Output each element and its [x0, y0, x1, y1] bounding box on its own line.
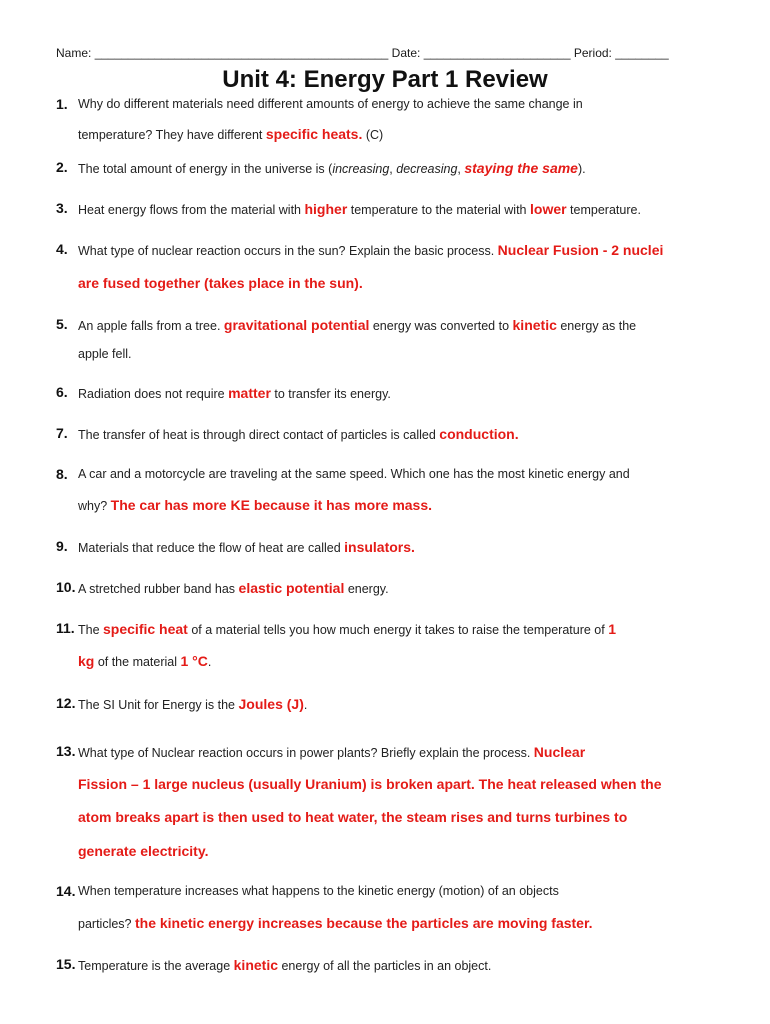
text: energy as the — [556, 319, 637, 333]
answer: generate electricity. — [78, 843, 209, 859]
question-number: 1. — [56, 96, 68, 112]
answer: specific heat — [103, 621, 188, 637]
text: particles? — [78, 917, 135, 931]
text: to transfer its energy. — [270, 387, 391, 401]
question-text — [78, 539, 415, 555]
answer: matter — [228, 385, 271, 401]
text: What type of nuclear reaction occurs in the sun? Explain the basic process. — [78, 244, 498, 258]
text: energy was converted to — [369, 319, 513, 333]
text: ). — [577, 162, 586, 176]
text: temperature. — [566, 203, 641, 217]
answer: lower — [530, 201, 567, 217]
option: increasing — [332, 162, 390, 176]
question-text — [78, 242, 663, 258]
text: why? — [78, 499, 111, 513]
question-text — [78, 915, 593, 931]
question-number: 8. — [56, 466, 68, 482]
text: Materials that reduce the flow of heat are called — [78, 541, 345, 555]
question-text — [78, 426, 519, 442]
page-title: Unit 4: Energy Part 1 Review — [222, 66, 548, 93]
text: , — [457, 162, 465, 176]
question-number: 13. — [56, 743, 76, 759]
text: The — [78, 623, 104, 637]
text: A stretched rubber band has — [78, 582, 239, 596]
question-number: 2. — [56, 159, 68, 175]
text: Temperature is the average — [78, 959, 234, 973]
text: Radiation does not require — [78, 387, 229, 401]
question-number: 12. — [56, 695, 76, 711]
answer: kg — [78, 653, 95, 669]
header-fields — [56, 46, 726, 60]
question-text — [78, 884, 559, 898]
question-text — [78, 653, 211, 669]
text: A car and a motorcycle are traveling at the same speed. Which one has the most kinetic energy and — [78, 467, 630, 481]
answer: Fission – 1 large nucleus (usually Uranium) is broken apart. The heat released when the — [78, 776, 662, 792]
name-label: Name: — [56, 46, 95, 60]
answer-line — [78, 809, 627, 825]
text: Heat energy flows from the material with — [78, 203, 305, 217]
answer: specific heats. — [265, 126, 363, 142]
question-number: 11. — [56, 620, 75, 636]
answer-line — [78, 776, 662, 792]
answer: are fused together (takes place in the sun). — [78, 275, 363, 291]
text: The total amount of energy in the universe is ( — [78, 162, 333, 176]
question-text — [78, 201, 641, 217]
answer: staying the same — [464, 160, 578, 176]
answer: kinetic — [512, 317, 557, 333]
question-number: 7. — [56, 425, 68, 441]
text: apple fell. — [78, 347, 132, 361]
answer: conduction. — [439, 426, 519, 442]
question-number: 14. — [56, 883, 76, 899]
text: (C) — [362, 128, 384, 142]
text: of the material — [94, 655, 181, 669]
question-number: 9. — [56, 538, 68, 554]
question-text — [78, 957, 491, 973]
answer: atom breaks apart is then used to heat water, the steam rises and turns turbines to — [78, 809, 628, 825]
period-blank: ________ — [615, 46, 669, 60]
text: temperature? They have different — [78, 128, 266, 142]
text: energy of all the particles in an object. — [278, 959, 492, 973]
text: An apple falls from a tree. — [78, 319, 224, 333]
question-number: 5. — [56, 316, 68, 332]
text: What type of Nuclear reaction occurs in power plants? Briefly explain the process. — [78, 746, 534, 760]
answer: 1 °C — [180, 653, 208, 669]
text: Why do different materials need different amounts of energy to achieve the same change in — [78, 97, 583, 111]
answer: the kinetic energy increases because the particles are moving faster. — [134, 915, 593, 931]
date-label: Date: — [388, 46, 424, 60]
text: energy. — [344, 582, 389, 596]
answer: Nuclear — [533, 744, 586, 760]
name-blank: ____________________________________________ — [94, 46, 389, 60]
answer: Nuclear Fusion - 2 nuclei — [497, 242, 664, 258]
question-number: 15. — [56, 956, 76, 972]
answer: kinetic — [233, 957, 278, 973]
text: temperature to the material with — [347, 203, 530, 217]
text: of a material tells you how much energy it takes to raise the temperature of — [187, 623, 609, 637]
question-text — [78, 317, 636, 333]
question-text — [78, 160, 586, 176]
question-text — [78, 347, 132, 361]
answer: gravitational potential — [223, 317, 370, 333]
question-text — [78, 696, 307, 712]
question-text — [78, 497, 432, 513]
text: . — [207, 655, 212, 669]
question-text — [78, 385, 391, 401]
date-blank: ______________________ — [423, 46, 571, 60]
question-text — [78, 467, 630, 481]
period-label: Period: — [570, 46, 616, 60]
option: decreasing — [396, 162, 458, 176]
question-text — [78, 580, 389, 596]
answer: higher — [304, 201, 348, 217]
text: The SI Unit for Energy is the — [78, 698, 239, 712]
text: . — [303, 698, 308, 712]
text: , — [389, 162, 397, 176]
text: The transfer of heat is through direct contact of particles is called — [78, 428, 440, 442]
question-number: 4. — [56, 241, 68, 257]
question-text — [78, 126, 383, 142]
question-text — [78, 621, 616, 637]
answer-line — [78, 275, 363, 291]
question-number: 3. — [56, 200, 68, 216]
answer: 1 — [608, 621, 616, 637]
text: When temperature increases what happens to the kinetic energy (motion) of an objects — [78, 884, 559, 898]
answer: elastic potential — [238, 580, 345, 596]
answer: The car has more KE because it has more mass. — [110, 497, 433, 513]
question-text — [78, 744, 585, 760]
question-number: 10. — [56, 579, 76, 595]
answer: insulators. — [344, 539, 415, 555]
question-text — [78, 97, 583, 111]
answer: Joules (J) — [238, 696, 304, 712]
question-number: 6. — [56, 384, 68, 400]
answer-line — [78, 843, 208, 859]
